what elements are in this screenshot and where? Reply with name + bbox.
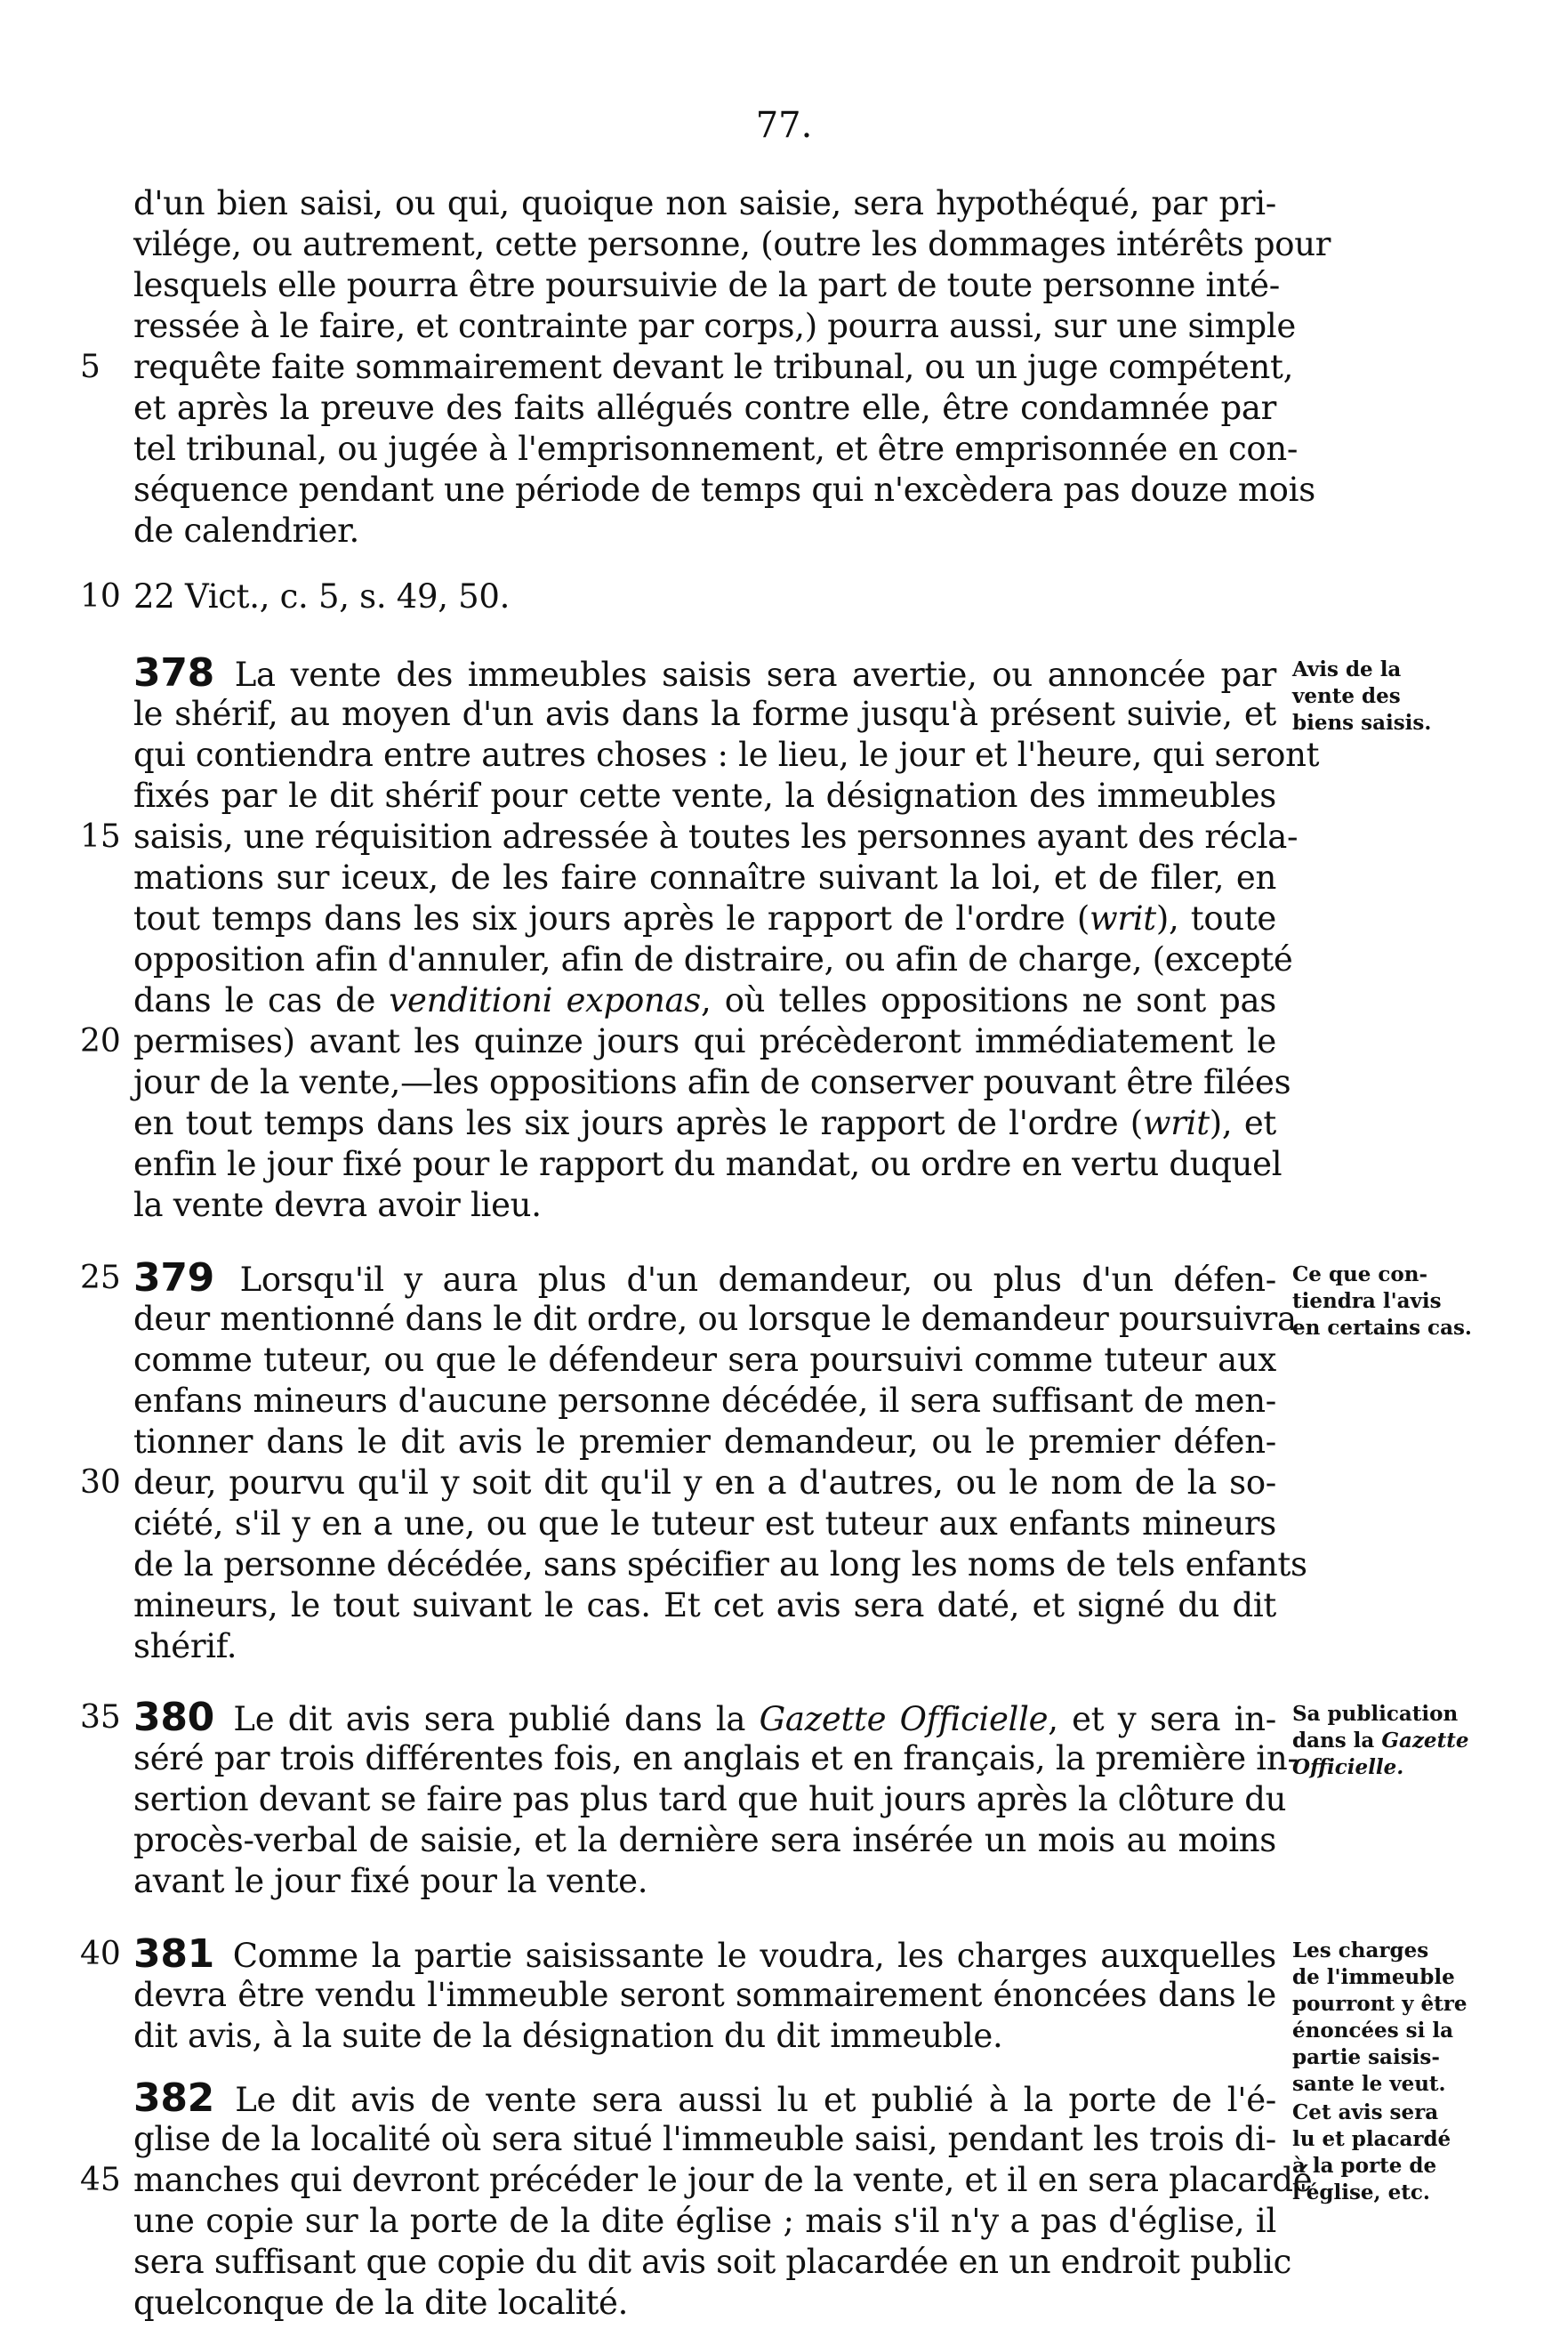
text-run: tout temps dans les six jours après le rapport de l'ordre xyxy=(133,899,1065,938)
section-number: 381 xyxy=(133,1931,214,1977)
page-number: 77. xyxy=(755,105,813,146)
section-380-line xyxy=(133,1697,1276,1738)
body-line: sertion devant se faire pas plus tard que huit jours après la clôture du xyxy=(133,1780,1287,1818)
italic-writ: writ xyxy=(1089,899,1156,938)
section-text: Le dit avis de vente sera aussi lu et publié à la porte de l'é- xyxy=(235,2081,1276,2119)
body-line: qui contiendra entre autres choses : le lieu, le jour et l'heure, qui seront xyxy=(133,736,1320,774)
body-line: tel tribunal, ou jugée à l'emprisonnement, et être emprisonnée en con- xyxy=(133,430,1299,468)
text-run: , et y sera in- xyxy=(1048,1700,1276,1738)
body-line: et après la preuve des faits allégués contre elle, être condamnée par xyxy=(133,389,1276,427)
body-line xyxy=(133,980,1276,1021)
body-line: mations sur iceux, de les faire connaître suivant la loi, et de filer, en xyxy=(133,858,1276,897)
margin-line: Avis de la xyxy=(1292,657,1402,681)
body-line: devra être vendu l'immeuble seront sommairement énoncées dans le xyxy=(133,1976,1276,2014)
body-line: le shérif, au moyen d'un avis dans la forme jusqu'à présent suivie, et xyxy=(133,695,1276,733)
margin-line: partie saisis- xyxy=(1292,2045,1440,2069)
margin-note-378 xyxy=(1292,657,1559,737)
body-line: comme tuteur, ou que le défendeur sera poursuivi comme tuteur aux xyxy=(133,1341,1276,1379)
section-number: 382 xyxy=(133,2075,214,2121)
line-number: 10 xyxy=(80,578,121,615)
section-382-line xyxy=(133,2075,1276,2121)
body-line: en tout temps dans les six jours après le rapport de l'ordre (writ), et xyxy=(133,1104,1276,1142)
body-line: dit avis, à la suite de la désignation du dit immeuble. xyxy=(133,2017,1003,2055)
margin-line: vente des xyxy=(1292,684,1401,708)
text-run: ), toute xyxy=(1155,899,1276,938)
body-line: tout temps dans les six jours après le rapport de l'ordre (writ), toute xyxy=(133,899,1276,938)
body-line: deur mentionné dans le dit ordre, ou lorsque le demandeur poursuivra xyxy=(133,1300,1297,1338)
margin-line: biens saisis. xyxy=(1292,711,1432,735)
body-line: mineurs, le tout suivant le cas. Et cet avis sera daté, et signé du dit xyxy=(133,1586,1276,1624)
margin-text: dans la xyxy=(1292,1729,1375,1753)
line-number: 40 xyxy=(80,1936,121,1972)
text-run: ), et xyxy=(1209,1104,1276,1142)
text-run: , où telles oppositions ne sont pas xyxy=(700,981,1276,1019)
body-line: séquence pendant une période de temps qui n'excèdera pas douze mois xyxy=(133,471,1315,509)
body-line: vilége, ou autrement, cette personne, (outre les dommages intérêts pour xyxy=(133,225,1331,263)
section-378-line xyxy=(133,650,1276,696)
body-line: manches qui devront précéder le jour de la vente, et il en sera placardé xyxy=(133,2161,1313,2199)
italic-writ: writ xyxy=(1142,1104,1210,1142)
body-line: lesquels elle pourra être poursuivie de la part de toute personne inté- xyxy=(133,266,1280,304)
margin-line: sante le veut. xyxy=(1292,2072,1446,2096)
text-run: en tout temps dans les six jours après le rapport de l'ordre xyxy=(133,1104,1119,1142)
margin-line: l'église, etc. xyxy=(1292,2180,1430,2204)
body-line: la vente devra avoir lieu. xyxy=(133,1186,542,1224)
margin-note-379 xyxy=(1292,1261,1559,1342)
line-number: 30 xyxy=(80,1464,121,1501)
body-line: sera suffisant que copie du dit avis soit placardée en un endroit public xyxy=(133,2243,1291,2281)
section-number: 380 xyxy=(133,1695,214,1740)
margin-line xyxy=(1292,1728,1559,1754)
margin-line: à la porte de xyxy=(1292,2154,1437,2178)
italic-gazette: Gazette Officielle xyxy=(759,1700,1049,1738)
margin-line: Ce que con- xyxy=(1292,1262,1428,1286)
body-line: ressée à le faire, et contrainte par corps,) pourra aussi, sur une simple xyxy=(133,307,1296,345)
margin-note-381 xyxy=(1292,1938,1559,2098)
section-text: Le dit avis sera publié dans la xyxy=(233,1700,746,1738)
section-379-line xyxy=(133,1255,1276,1301)
margin-line: pourront y être xyxy=(1292,1992,1467,2016)
section-text: La vente des immeubles saisis sera avertie, ou annoncée par xyxy=(234,656,1276,694)
body-line: enfin le jour fixé pour le rapport du mandat, ou ordre en vertu duquel xyxy=(133,1145,1283,1183)
margin-line: lu et placardé xyxy=(1292,2127,1451,2151)
body-line: opposition afin d'annuler, afin de distraire, ou afin de charge, (excepté xyxy=(133,940,1293,979)
margin-note-380 xyxy=(1292,1701,1559,1781)
body-line: une copie sur la porte de la dite église ; mais s'il n'y a pas d'église, il xyxy=(133,2202,1276,2240)
margin-italic: Officielle. xyxy=(1292,1755,1404,1779)
citation: 22 Vict., c. 5, s. 49, 50. xyxy=(133,577,511,616)
body-line: saisis, une réquisition adressée à toutes les personnes ayant des récla- xyxy=(133,818,1299,856)
body-line: jour de la vente,—les oppositions afin de conserver pouvant être filées xyxy=(133,1063,1291,1101)
section-number: 379 xyxy=(133,1255,214,1301)
margin-line: Les charges xyxy=(1292,1938,1429,1962)
margin-line: de l'immeuble xyxy=(1292,1965,1455,1989)
line-number: 15 xyxy=(80,818,121,855)
body-line: de la personne décédée, sans spécifier au long les noms de tels enfants xyxy=(133,1545,1307,1584)
body-line: shérif. xyxy=(133,1627,237,1665)
margin-line: énoncées si la xyxy=(1292,2019,1453,2043)
italic-venditioni: venditioni exponas xyxy=(389,981,701,1019)
body-line: permises) avant les quinze jours qui précèderont immédiatement le xyxy=(133,1022,1276,1060)
line-number: 20 xyxy=(80,1023,121,1060)
margin-line: en certains cas. xyxy=(1292,1316,1472,1340)
body-line: fixés par le dit shérif pour cette vente, la désignation des immeubles xyxy=(133,777,1276,815)
margin-line: Sa publication xyxy=(1292,1702,1459,1726)
section-text: Comme la partie saisissante le voudra, les charges auxquelles xyxy=(232,1937,1276,1975)
body-line: d'un bien saisi, ou qui, quoique non saisie, sera hypothéqué, par pri- xyxy=(133,184,1276,222)
margin-line: Cet avis sera xyxy=(1292,2100,1439,2124)
body-line: enfans mineurs d'aucune personne décédée, il sera suffisant de men- xyxy=(133,1382,1276,1420)
body-line: glise de la localité où sera situé l'immeuble saisi, pendant les trois di- xyxy=(133,2120,1276,2158)
body-line: deur, pourvu qu'il y soit dit qu'il y en a d'autres, ou le nom de la so- xyxy=(133,1463,1276,1502)
body-line: de calendrier. xyxy=(133,512,359,550)
margin-note-382 xyxy=(1292,2099,1559,2206)
section-381-line xyxy=(133,1931,1276,1977)
line-number: 35 xyxy=(80,1699,121,1736)
line-number: 25 xyxy=(80,1260,121,1296)
line-number: 5 xyxy=(80,349,101,385)
margin-line: tiendra l'avis xyxy=(1292,1289,1442,1313)
body-line: séré par trois différentes fois, en anglais et en français, la première in- xyxy=(133,1739,1299,1777)
body-line: procès-verbal de saisie, et la dernière sera insérée un mois au moins xyxy=(133,1821,1276,1859)
body-line: avant le jour fixé pour la vente. xyxy=(133,1862,648,1900)
body-line: ciété, s'il y en a une, ou que le tuteur est tuteur aux enfants mineurs xyxy=(133,1504,1276,1543)
section-text: Lorsqu'il y aura plus d'un demandeur, ou plus d'un défen- xyxy=(239,1261,1276,1299)
text-run: dans le cas de xyxy=(133,981,376,1019)
body-line: tionner dans le dit avis le premier demandeur, ou le premier défen- xyxy=(133,1422,1276,1461)
line-number: 45 xyxy=(80,2162,121,2198)
section-number: 378 xyxy=(133,650,214,696)
body-line: quelconque de la dite localité. xyxy=(133,2284,629,2322)
body-line: requête faite sommairement devant le tribunal, ou un juge compétent, xyxy=(133,348,1294,386)
margin-italic: Gazette xyxy=(1381,1729,1469,1753)
